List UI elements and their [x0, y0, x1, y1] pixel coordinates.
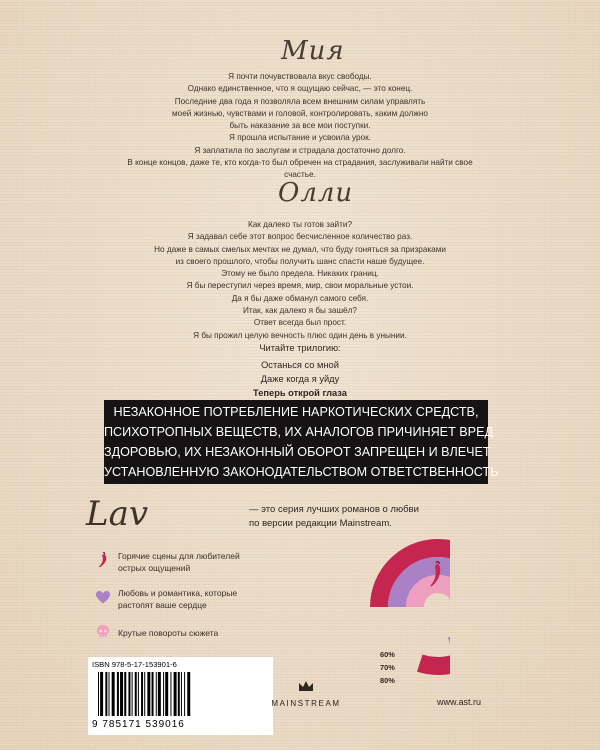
barcode-bar — [152, 672, 154, 716]
text-line: Я почти почувствовала вкус свободы. — [228, 72, 372, 81]
barcode-bar — [141, 672, 143, 716]
mia-paragraph — [0, 71, 600, 182]
text-line: Последние два года я позволяла всем внешним силам управлять — [174, 96, 426, 106]
barcode-image — [96, 672, 264, 716]
barcode-number: 9 785171 539016 — [92, 719, 185, 730]
barcode-bar — [156, 672, 157, 716]
barcode-bar — [138, 672, 139, 716]
text-line: Я бы прожил целую вечность плюс один день в унынии. — [193, 330, 407, 340]
feature-line: Крутые повороты сюжета — [118, 628, 219, 638]
text-line: Итак, как далеко я бы зашёл? — [243, 306, 357, 316]
barcode-bar — [135, 672, 137, 716]
barcode-bar — [117, 672, 119, 716]
ring-arc — [415, 584, 450, 621]
text-line: В конце концов, даже те, кто когда-то был обречен на страдания, заслуживали найти свое — [127, 158, 473, 168]
chart-label-80: 80% — [380, 676, 395, 685]
barcode-bar — [147, 672, 150, 716]
book-title: Останься со мной — [261, 360, 339, 370]
text-line: Однако единственное, что я ощущаю сейчас, — это конец. — [187, 84, 413, 94]
feature-hot-scenes — [118, 550, 240, 574]
publisher-website: www.ast.ru — [437, 697, 482, 707]
text-line: счастье. — [284, 170, 316, 180]
feature-ring-chart — [318, 527, 450, 687]
barcode-bar — [112, 672, 115, 716]
olly-paragraph — [0, 219, 600, 342]
text-line: Да я бы даже обманул самого себя. — [231, 293, 369, 303]
barcode-bar — [158, 672, 161, 716]
feature-romance — [118, 587, 237, 611]
series-line: по версии редакции Mainstream. — [249, 518, 392, 529]
warning-line: ПСИХОТРОПНЫХ ВЕЩЕСТВ, ИХ АНАЛОГОВ ПРИЧИНЯЕТ ВРЕД — [104, 425, 494, 439]
trilogy-heading: Читайте трилогию: — [259, 343, 341, 353]
barcode-bar — [120, 672, 123, 716]
feature-line: Горячие сцены для любителей — [118, 551, 240, 561]
warning-line: УСТАНОВЛЕННУЮ ЗАКОНОДАТЕЛЬСТВОМ ОТВЕТСТВЕННОСТЬ — [104, 465, 499, 479]
publisher-name: MAINSTREAM — [271, 699, 341, 708]
chili-pepper-icon — [94, 551, 112, 569]
feature-line: Любовь и романтика, которые — [118, 588, 238, 598]
warning-line: ЗДОРОВЬЮ, ИХ НЕЗАКОННЫЙ ОБОРОТ ЗАПРЕЩЕН И ВЛЕЧЕТ — [104, 445, 491, 459]
text-line: моей жизнью, чувствами и головой, контролировать, каким должно — [172, 108, 428, 118]
book-title: Даже когда я уйду — [260, 374, 340, 384]
text-line: быть наказание за все мои поступки. — [229, 121, 371, 131]
text-line: Я задавал себе этот вопрос бесчисленное количество раз. — [187, 232, 413, 242]
feature-line: растопят ваше сердце — [118, 600, 207, 610]
book-title-current: Теперь открой глаза — [253, 388, 347, 398]
heart-icon — [94, 588, 112, 606]
chart-label-70: 70% — [380, 663, 395, 672]
lav-logo: Lav — [86, 494, 149, 534]
text-line: Я бы переступил через время, мир, свои моральные устои. — [186, 281, 414, 291]
feature-line: острых ощущений — [118, 563, 191, 573]
barcode-bar — [170, 672, 171, 716]
trilogy-block — [0, 341, 600, 400]
series-line: — это серия лучших романов о любви — [249, 504, 419, 515]
isbn-barcode-block — [88, 657, 273, 735]
barcode-bar — [124, 672, 126, 716]
barcode-bar — [132, 672, 133, 716]
barcode-bar — [105, 672, 107, 716]
isbn-label: ISBN 978-5-17-153901-6 — [92, 660, 177, 669]
barcode-bar — [174, 672, 177, 716]
barcode-bar — [128, 672, 130, 716]
text-line: Я прошла испытание и усвоила урок. — [229, 133, 371, 143]
barcode-bar — [163, 672, 164, 716]
barcode-bar — [98, 672, 99, 716]
barcode-bar — [178, 672, 180, 716]
barcode-bar — [165, 672, 168, 716]
feature-plot-twists — [118, 627, 218, 639]
text-line: Этому не было предела. Никаких границ. — [221, 269, 379, 279]
barcode-bar — [184, 672, 185, 716]
warning-line: НЕЗАКОННОЕ ПОТРЕБЛЕНИЕ НАРКОТИЧЕСКИХ СРЕДСТВ, — [113, 405, 479, 419]
crown-logo-icon — [298, 680, 314, 693]
text-line: Как далеко ты готов зайти? — [247, 220, 353, 229]
mia-signature: Мия — [281, 36, 345, 66]
barcode-bar — [181, 672, 182, 716]
barcode-bar — [100, 672, 103, 716]
barcode-bar — [109, 672, 110, 716]
text-line: Я заплатила по заслугам и страдала достаточно долго. — [194, 145, 406, 155]
text-line: Но даже в самых смелых мечтах не думал, что буду гоняться за призраками — [154, 244, 446, 254]
legal-warning-box — [104, 400, 499, 484]
barcode-bar — [144, 672, 145, 716]
chart-label-60: 60% — [380, 650, 395, 659]
barcode-bar — [187, 672, 190, 716]
olly-signature: Олли — [278, 178, 354, 208]
text-line: Ответ всегда был прост. — [253, 318, 347, 328]
text-line: из своего прошлого, чтобы получить шанс спасти наше будущее. — [175, 256, 425, 266]
skull-icon — [94, 623, 112, 641]
